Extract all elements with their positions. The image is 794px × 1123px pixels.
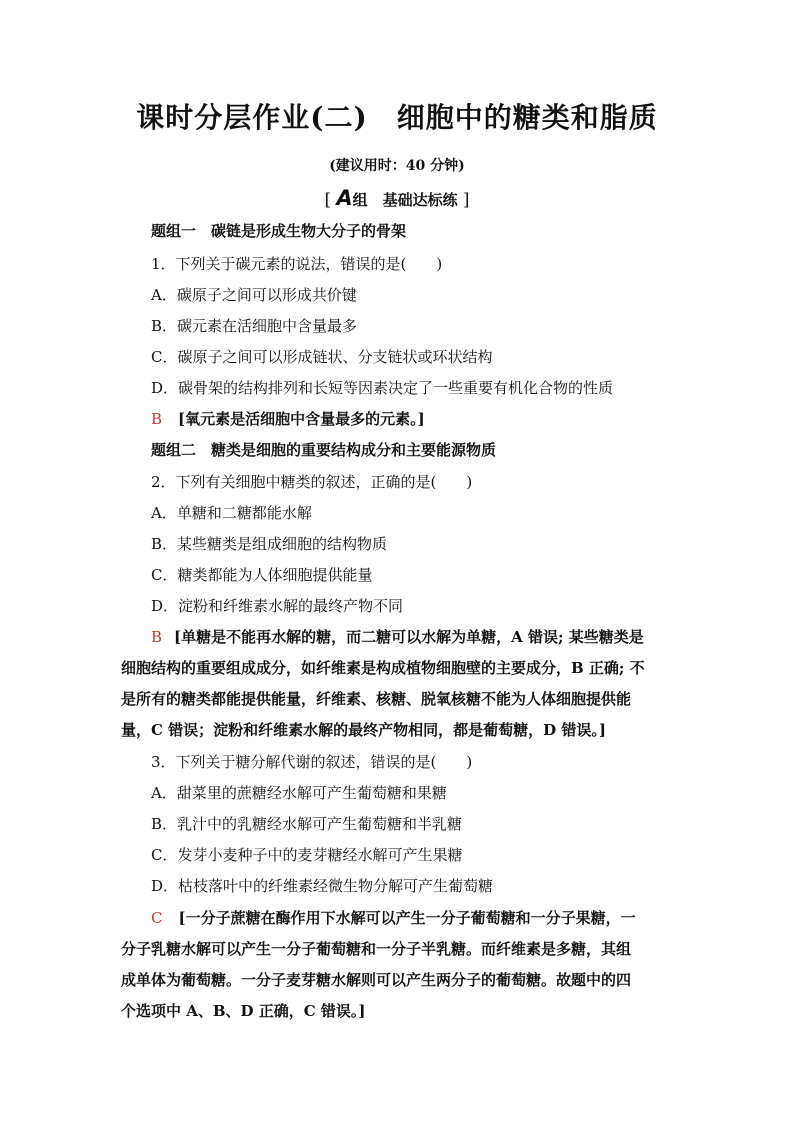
question-3-explanation-3: 成单体为葡萄糖。一分子麦芽糖水解则可以产生两分子的葡萄糖。故题中的四 [121, 971, 632, 989]
question-1-option-d: D．碳骨架的结构排列和长短等因素决定了一些重要有机化合物的性质 [151, 379, 614, 397]
question-3-explanation-4: 个选项中 A、B、D 正确，C 错误。] [121, 1002, 366, 1020]
question-3-explanation-1: [一分子蔗糖在酶作用下水解可以产生一分子葡萄糖和一分子果糖，一 [178, 909, 636, 927]
section-heading-2: 题组二 糖类是细胞的重要结构成分和主要能源物质 [151, 441, 497, 459]
question-2-stem: 2．下列有关细胞中糖类的叙述，正确的是( ) [151, 473, 473, 491]
question-1-answer: B [151, 410, 163, 428]
group-a-heading [0, 186, 794, 210]
question-2-option-a: A．单糖和二糖都能水解 [151, 504, 312, 522]
question-3-option-b: B．乳汁中的乳糖经水解可产生葡萄糖和半乳糖 [151, 815, 463, 833]
bracket-left: [ [324, 190, 332, 210]
question-2-explanation-1: [单糖是不能再水解的糖，而二糖可以水解为单糖，A 错误; 某些糖类是 [174, 628, 644, 646]
question-2-option-c: C．糖类都能为人体细胞提供能量 [151, 566, 373, 584]
question-2-option-b: B．某些糖类是组成细胞的结构物质 [151, 535, 388, 553]
question-3-explanation-2: 分子乳糖水解可以产生一分子葡萄糖和一分子半乳糖。而纤维素是多糖，其组 [121, 940, 632, 958]
question-3-option-a: A．甜菜里的蔗糖经水解可产生葡萄糖和果糖 [151, 784, 447, 802]
question-1-answer-line [151, 409, 425, 429]
group-label: 组 基础达标练 [352, 191, 458, 209]
question-3-answer: C [151, 909, 163, 927]
question-1-option-a: A．碳原子之间可以形成共价键 [151, 286, 357, 304]
page-title: 课时分层作业(二) 细胞中的糖类和脂质 [136, 101, 658, 134]
question-3-option-d: D．枯枝落叶中的纤维素经微生物分解可产生葡萄糖 [151, 877, 494, 895]
bracket-right: ] [462, 190, 470, 210]
question-3-answer-line [151, 908, 636, 928]
question-2-option-d: D．淀粉和纤维素水解的最终产物不同 [151, 597, 404, 615]
question-3-option-c: C．发芽小麦种子中的麦芽糖经水解可产生果糖 [151, 846, 463, 864]
group-letter: A [336, 186, 353, 210]
question-2-explanation-3: 是所有的糖类都能提供能量，纤维素、核糖、脱氧核糖不能为人体细胞提供能 [121, 690, 632, 708]
suggested-time: (建议用时：40 分钟) [329, 158, 465, 174]
question-2-answer-line [151, 627, 644, 647]
section-heading-1: 题组一 碳链是形成生物大分子的骨架 [151, 222, 407, 240]
question-2-explanation-2: 细胞结构的重要组成成分，如纤维素是构成植物细胞壁的主要成分，B 正确; 不 [121, 659, 645, 677]
question-1-stem: 1．下列关于碳元素的说法，错误的是( ) [151, 255, 443, 273]
question-1-option-c: C．碳原子之间可以形成链状、分支链状或环状结构 [151, 348, 493, 366]
question-1-explanation: [氧元素是活细胞中含量最多的元素。] [178, 410, 425, 428]
question-2-answer: B [151, 628, 163, 646]
question-2-explanation-4: 量，C 错误；淀粉和纤维素水解的最终产物相同，都是葡萄糖，D 错误。] [121, 721, 606, 739]
question-3-stem: 3．下列关于糖分解代谢的叙述，错误的是( ) [151, 753, 473, 771]
question-1-option-b: B．碳元素在活细胞中含量最多 [151, 317, 358, 335]
